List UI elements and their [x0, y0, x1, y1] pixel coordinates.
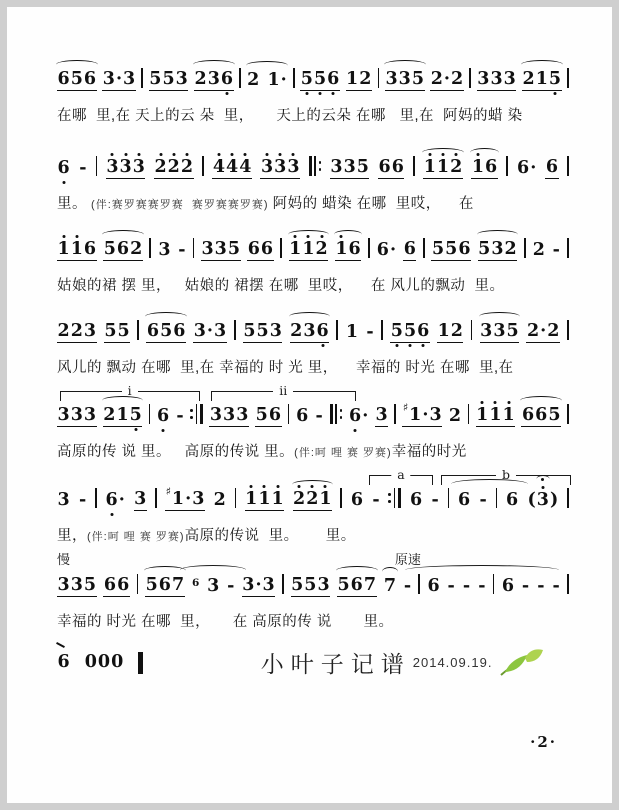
barline: [524, 238, 526, 258]
note-token: 5 5 6: [431, 241, 471, 262]
volta-label: ii: [273, 383, 293, 398]
note-token: 6: [458, 489, 471, 510]
slur-arc: [336, 566, 378, 575]
octave-dot-below: [409, 344, 412, 347]
tie-arc: [451, 479, 528, 489]
barline: [202, 156, 204, 176]
note-token: 5 6 2: [103, 241, 143, 262]
note-token: 3 · 3: [242, 577, 275, 598]
note-token: 6: [57, 160, 70, 180]
octave-dot-above: [481, 401, 484, 404]
note-token: 6: [350, 489, 364, 510]
note-token: 2 · 2: [430, 71, 463, 92]
note-token: 6 6 5: [521, 407, 561, 428]
octave-dot-above: [279, 153, 282, 156]
octave-dot-below: [354, 429, 357, 432]
octave-dot-above: [62, 235, 65, 238]
fermata-icon: [536, 475, 549, 483]
octave-dot-below: [162, 429, 165, 432]
note-token: 6: [501, 575, 514, 596]
volta-bracket: [369, 467, 432, 485]
octave-dot-below: [553, 92, 556, 95]
octave-dot-above: [111, 153, 114, 156]
note-token: 5 5 3: [291, 577, 331, 598]
note-token: 3 3 3: [57, 407, 97, 428]
barline: [155, 488, 157, 508]
octave-dot-above: [185, 153, 188, 156]
note-token: 2: [448, 405, 462, 426]
tie-arc: [405, 565, 559, 575]
barline: [394, 404, 396, 424]
note-token: 5 5 6: [300, 71, 340, 92]
lyric-text: 里，: [57, 528, 87, 544]
note-token: 6: [409, 489, 423, 510]
note-token: 6 5 6: [146, 323, 186, 344]
octave-dot-below: [305, 92, 308, 95]
grace-note: 6: [192, 576, 200, 589]
note-token: 6 ·: [517, 157, 537, 178]
barline: [378, 68, 380, 88]
barline: [469, 68, 471, 88]
barline: [137, 574, 139, 594]
lyrics-row: [57, 356, 569, 377]
volta-label: i: [122, 383, 138, 398]
lyric-text: 姑娘的裙 摆 里， 姑娘的 裙摆 在哪 里哎， 在 风儿的飘动 里。: [57, 278, 505, 294]
note-token: -: [431, 489, 439, 510]
note-token: 2: [532, 239, 545, 260]
barline: [141, 68, 143, 88]
note-token: - - -: [521, 575, 560, 596]
barline: [567, 488, 569, 508]
slur-arc: [470, 148, 498, 157]
leaf-logo-icon: [498, 643, 544, 682]
note-token: 1 1 6: [57, 241, 97, 262]
barline: [96, 156, 98, 176]
octave-dot-above: [263, 485, 266, 488]
barline: [282, 574, 284, 594]
note-token: 3 3 5: [201, 241, 241, 262]
slur-arc: [334, 230, 362, 239]
barline: [567, 68, 569, 88]
barline: [496, 488, 498, 508]
note-token: 3 · 3: [102, 71, 135, 92]
note-token: 2 2 1: [293, 491, 333, 512]
barline: [381, 320, 383, 340]
lyrics-row: [57, 274, 569, 295]
barline: [418, 574, 420, 594]
note-token: 1 1 2: [289, 241, 329, 262]
note-token: 1 1 1: [476, 407, 516, 428]
note-token: -: [552, 239, 560, 260]
note-token: 5 6 7: [337, 577, 377, 598]
note-token: -: [366, 321, 374, 342]
notes-row: [57, 235, 569, 261]
octave-dot-below: [226, 92, 229, 95]
note-token: 2 3 6: [194, 71, 234, 92]
note-token: 5 6: [255, 407, 281, 428]
note-token: -: [403, 575, 412, 596]
note-token: 6: [403, 241, 416, 262]
note-token: 1 6: [471, 159, 497, 180]
slur-arc: [102, 230, 144, 239]
note-token: 3: [57, 489, 70, 510]
barline: [336, 320, 338, 340]
note-token: 3 3 3: [260, 159, 300, 180]
barline: [567, 238, 569, 258]
note-token: 1 6: [335, 241, 361, 262]
note-token: 2 1 5: [522, 71, 562, 92]
barline: [340, 488, 342, 508]
note-token: -: [178, 239, 186, 260]
note-token: 1: [345, 321, 359, 342]
barline: [567, 156, 569, 176]
backing-vocal-text: (伴:呵 哩 赛 罗赛): [87, 531, 185, 543]
lyric-text: 阿妈的 蜡染 在哪 里哎， 在: [272, 196, 474, 212]
note-token: 3 3 3: [209, 407, 249, 428]
note-token: 6: [156, 408, 169, 428]
octave-dot-above: [292, 153, 295, 156]
transcription-date: 2014.09.19.: [412, 655, 493, 670]
lyric-text: 高原的传说 里。 里。: [184, 528, 356, 544]
lyric-text: 幸福的 时光 在哪 里， 在 高原的传 说 里。: [57, 614, 394, 630]
backing-vocal-text: (伴:呵 哩 赛 罗赛): [294, 447, 392, 459]
note-token: 4 4 4: [212, 159, 252, 180]
barline: [368, 238, 370, 258]
lyrics-row: [57, 610, 569, 631]
slur-arc: [477, 230, 519, 239]
octave-dot-below: [395, 344, 398, 347]
slur-arc: [288, 230, 330, 239]
notes-row: [57, 317, 569, 343]
note-token: 2 2 2: [154, 159, 194, 180]
note-token: 3 3 5: [385, 71, 425, 92]
note-token: 2 1 5: [103, 407, 143, 428]
volta-bracket: [211, 383, 356, 401]
octave-dot-below: [62, 181, 65, 184]
barline: [193, 238, 195, 258]
slur-arc: [422, 148, 464, 157]
lyric-text: 在哪 里,在 天上的云 朵 里， 天上的云朵 在哪 里,在 阿妈的蜡 染: [57, 108, 523, 124]
slur-arc: [521, 60, 563, 69]
note-token: 0 0 0: [84, 652, 124, 672]
repeat-close-sign: [388, 488, 401, 508]
slur-arc: [382, 567, 397, 576]
note-token: -: [176, 405, 184, 426]
octave-dot-below: [332, 92, 335, 95]
lyrics-row: [57, 440, 569, 461]
repeat-close-sign: [190, 404, 203, 424]
note-token: 6: [545, 159, 558, 180]
octave-dot-below: [321, 344, 324, 347]
tie-arc: [180, 565, 247, 575]
slur-arc: [520, 396, 562, 405]
octave-dot-above: [276, 485, 279, 488]
barline: [468, 404, 470, 424]
note-token: 5 5 3: [243, 323, 283, 344]
note-token: 6 6: [103, 577, 129, 598]
note-token: -: [78, 489, 87, 510]
octave-dot-above: [124, 153, 127, 156]
transcriber-credit: [261, 643, 545, 682]
note-token: 2: [213, 489, 226, 510]
note-token: 6 ·: [349, 408, 369, 428]
note-token: 5 5 6: [390, 323, 430, 344]
music-system: [57, 465, 569, 545]
note-token: 1 1 2: [423, 159, 463, 180]
score-area: [57, 7, 569, 803]
octave-dot-above: [137, 153, 140, 156]
note-token: 2 2 3: [57, 323, 97, 344]
note-token: 5 3 2: [478, 241, 518, 262]
backing-vocal-text: (伴:赛罗赛赛罗赛 赛罗赛赛罗赛): [87, 199, 273, 211]
octave-dot-below: [110, 513, 113, 516]
octave-dot-above: [231, 153, 234, 156]
note-token: -: [79, 157, 87, 178]
notes-row: [57, 153, 569, 179]
octave-dot-above: [266, 153, 269, 156]
note-token: -: [315, 405, 323, 426]
music-system: [57, 317, 569, 377]
note-token: -: [479, 489, 487, 510]
note-token: 3 3 3: [106, 159, 146, 180]
lyric-text: 里。: [57, 196, 87, 212]
note-token: 3: [158, 239, 171, 260]
note-token: 6 ·: [105, 492, 125, 512]
note-token: 6 6: [247, 241, 273, 262]
slur-arc: [144, 566, 186, 575]
octave-dot-above: [507, 401, 510, 404]
note-token: 5 5: [104, 323, 130, 344]
slur-arc: [102, 396, 144, 405]
slur-arc: [479, 312, 521, 321]
octave-dot-above: [250, 485, 253, 488]
note-token: ♯ 1 · 3: [402, 407, 442, 428]
octave-dot-above: [159, 153, 162, 156]
music-system: [57, 153, 569, 213]
note-token: 3: [134, 491, 147, 512]
volta-label: b: [496, 467, 516, 482]
note-token: 3: [375, 407, 388, 428]
octave-dot-above: [172, 153, 175, 156]
barline: [471, 320, 473, 340]
barline: [567, 574, 569, 594]
slur-arc: [289, 312, 331, 321]
barline: [423, 238, 425, 258]
slide-mark-icon: [56, 642, 65, 648]
final-barline: [138, 652, 143, 674]
note-token: 6 ·: [376, 239, 397, 260]
repeat-open-sign: [309, 156, 322, 176]
note-token: 2 1 ·: [247, 72, 288, 92]
note-token: 6: [506, 489, 519, 510]
music-system: [57, 381, 569, 461]
volta-label: a: [391, 467, 410, 482]
lyric-text: 高原的传 说 里。 高原的传说 里。: [57, 444, 295, 460]
slur-arc: [292, 480, 334, 489]
barline: [235, 488, 237, 508]
note-token: 5 6 7: [145, 577, 185, 598]
note-token: 3: [207, 575, 220, 596]
lyric-text: 风儿的 飘动 在哪 里,在 幸福的 时 光 里， 幸福的 时光 在哪 里,在: [57, 360, 514, 376]
octave-dot-below: [319, 92, 322, 95]
barline: [567, 404, 569, 424]
note-token: 3 3 5: [330, 159, 370, 180]
note-token: 5 5 3: [149, 71, 189, 92]
octave-dot-above: [494, 401, 497, 404]
music-system: [57, 551, 569, 631]
barline: [280, 238, 282, 258]
note-token: 3 3 3: [477, 71, 517, 92]
barline: [448, 488, 450, 508]
octave-dot-above: [541, 486, 544, 489]
barline: [149, 238, 151, 258]
notes-row: [57, 65, 569, 91]
transcriber-name: 小叶子记谱: [260, 652, 411, 677]
notes-row: [57, 401, 569, 427]
note-token: -: [372, 489, 380, 510]
sheet-music-page: [7, 7, 612, 803]
slur-arc: [193, 60, 235, 69]
lyrics-row: [57, 104, 569, 125]
note-token: ( 3 ): [527, 492, 559, 512]
slur-arc: [246, 61, 289, 70]
music-system: [57, 235, 569, 295]
final-measure-notes: [57, 652, 143, 674]
lyrics-row: [57, 192, 569, 213]
octave-dot-above: [244, 153, 247, 156]
octave-dot-below: [422, 344, 425, 347]
octave-dot-above: [75, 235, 78, 238]
music-system: [57, 65, 569, 125]
tempo-mark: 原速: [394, 552, 421, 567]
octave-dot-below: [134, 428, 137, 431]
barline: [567, 320, 569, 340]
note-token: ♯ 1 · 3: [165, 491, 205, 512]
final-measure-row: [7, 643, 612, 682]
note-token: 3 3 5: [57, 577, 97, 598]
barline: [293, 68, 295, 88]
note-token: 7: [383, 578, 396, 598]
slur-arc: [145, 312, 187, 321]
slur-arc: [384, 60, 426, 69]
note-token: 6 5 6: [57, 71, 97, 92]
lyric-text: 幸福的时光: [391, 444, 467, 460]
note-token: 6: [57, 654, 70, 674]
note-token: 2 · 2: [526, 323, 559, 344]
note-token: 3 3 5: [480, 323, 520, 344]
note-token: 1 2: [346, 71, 372, 92]
barline: [149, 404, 151, 424]
note-token: 3 · 3: [193, 323, 226, 344]
note-token: 1 1 1: [245, 491, 285, 512]
barline: [493, 574, 495, 594]
barline: [506, 156, 508, 176]
barline: [234, 320, 236, 340]
system-annotations: [57, 551, 569, 571]
note-token: 6: [427, 575, 440, 596]
note-token: 1 2: [437, 323, 463, 344]
octave-dot-above: [217, 153, 220, 156]
lyrics-row: [57, 524, 569, 545]
tempo-mark: 慢: [57, 552, 71, 567]
note-token: - - -: [447, 575, 486, 596]
note-token: 6: [296, 405, 309, 426]
barline: [95, 488, 97, 508]
note-token: 6 6: [378, 159, 404, 180]
page-number: ·2·: [530, 733, 557, 751]
barline: [413, 156, 415, 176]
barline: [288, 404, 290, 424]
barline: [137, 320, 139, 340]
note-token: -: [227, 575, 235, 596]
note-token: 2 3 6: [290, 323, 330, 344]
barline: [239, 68, 241, 88]
repeat-open-sign: [330, 404, 343, 424]
slur-arc: [56, 60, 98, 69]
